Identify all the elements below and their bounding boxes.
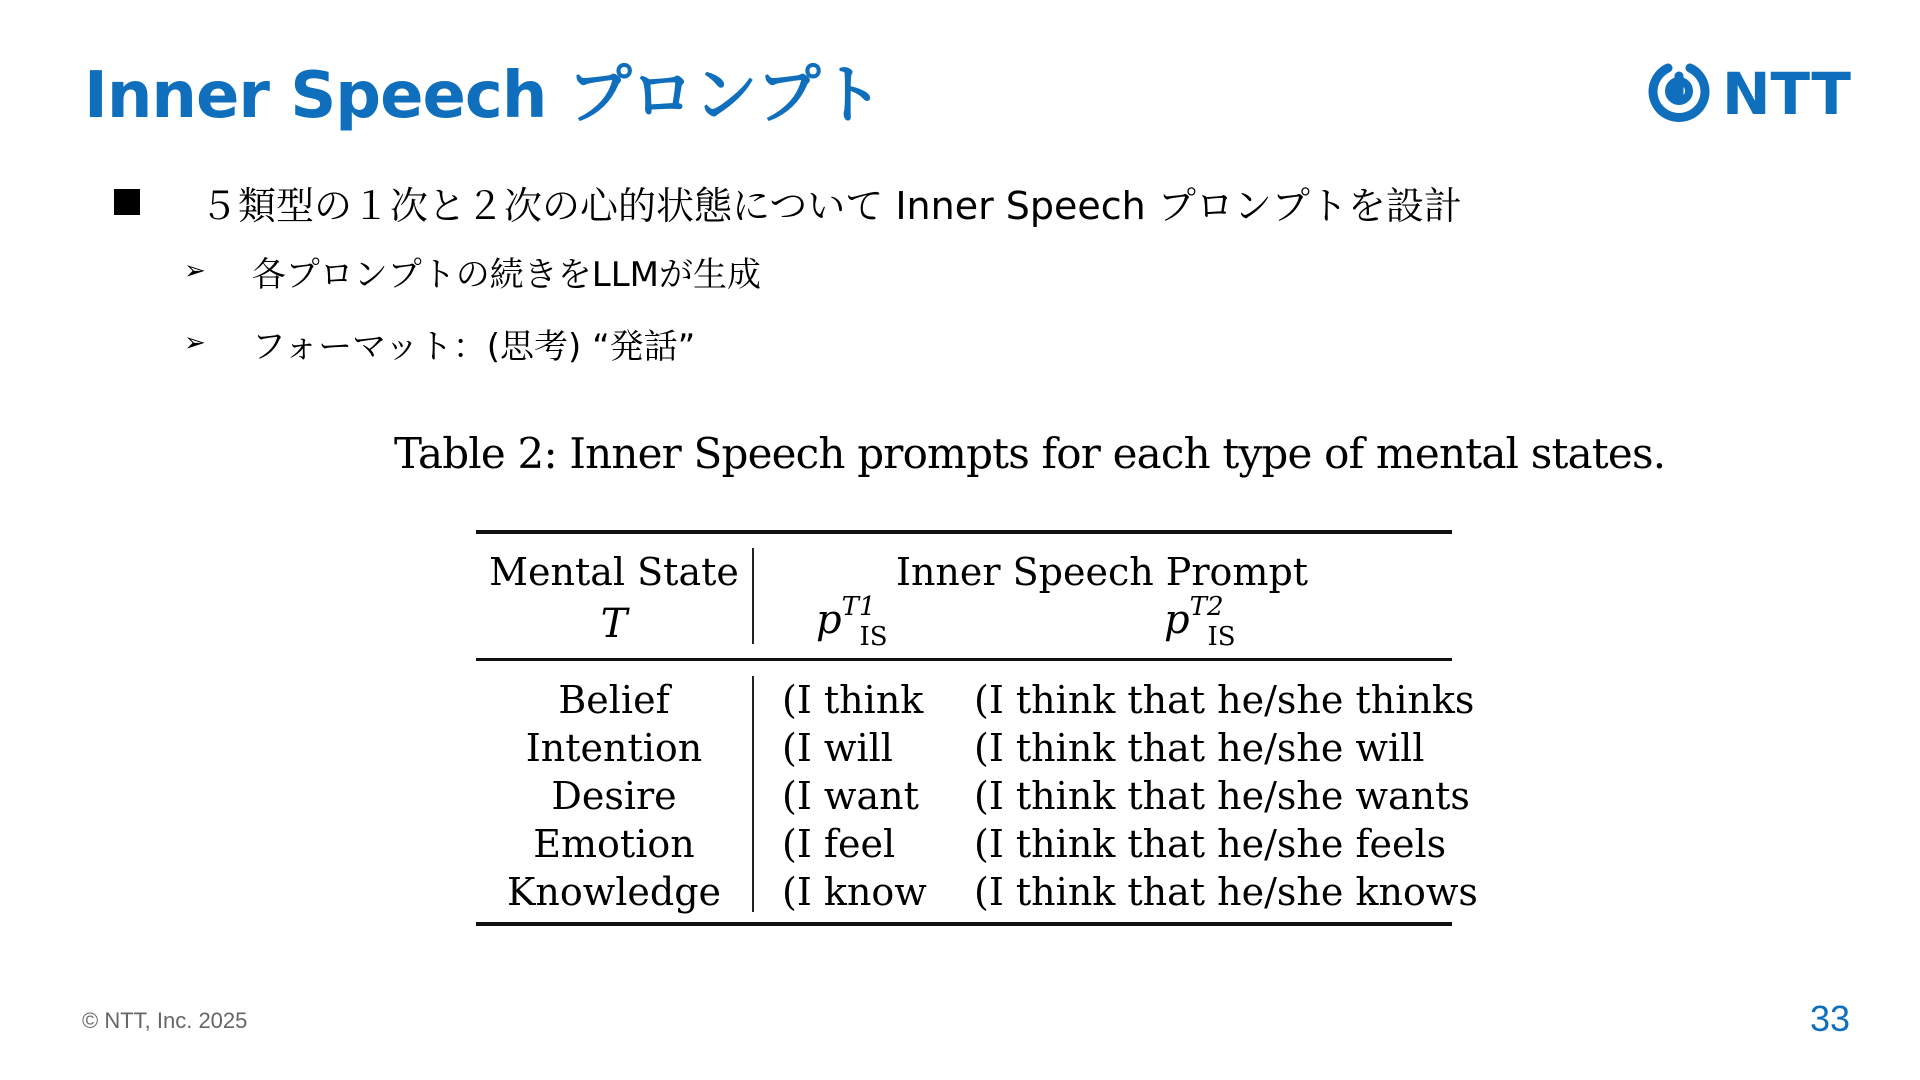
- prompt-table: [476, 530, 1478, 930]
- mental-state-cell: Intention: [525, 726, 703, 770]
- symbol-base: p: [816, 597, 842, 643]
- symbol-subscript: IS: [859, 622, 888, 652]
- second-order-prompt-cell: (I think that he/she feels: [974, 822, 1447, 866]
- square-bullet-icon: [114, 189, 140, 215]
- first-order-prompt-cell: (I want: [782, 774, 919, 818]
- bullet-text: ５類型の１次と２次の心的状態について Inner Speech プロンプトを設計: [200, 183, 1462, 228]
- copyright-notice: © NTT, Inc. 2025: [82, 1008, 248, 1033]
- second-order-prompt-cell: (I think that he/she thinks: [974, 678, 1475, 722]
- header-mental-state: Mental State: [489, 550, 739, 594]
- mental-state-column: [476, 676, 752, 916]
- sub-bullet-item: [184, 320, 695, 366]
- symbol-subscript: IS: [1207, 622, 1236, 652]
- slide-title: Inner Speech プロンプト: [84, 59, 883, 133]
- sub-bullet-item: [184, 248, 761, 294]
- arrow-bullet-icon: ➢: [184, 256, 206, 286]
- table-bottom-rule: [476, 922, 1452, 926]
- header-inner-speech-prompt: Inner Speech Prompt: [895, 550, 1309, 594]
- symbol-base: p: [1164, 597, 1190, 643]
- first-order-prompt-cell: (I feel: [782, 822, 896, 866]
- first-order-prompt-cell: (I will: [782, 726, 893, 770]
- second-order-prompt-cell: (I think that he/she will: [974, 726, 1425, 770]
- page-number: 33: [1809, 998, 1850, 1039]
- mental-state-cell: Belief: [558, 678, 670, 722]
- mental-state-cell: Desire: [551, 774, 677, 818]
- header-first-order-symbol: [816, 592, 888, 652]
- second-order-prompt-cell: (I think that he/she wants: [974, 774, 1470, 818]
- bullet-item: [114, 176, 1462, 228]
- second-order-prompt-cell: (I think that he/she knows: [974, 870, 1478, 914]
- table-top-rule: [476, 530, 1452, 534]
- symbol-superscript: T2: [1189, 592, 1224, 622]
- symbol-superscript: T1: [841, 592, 876, 622]
- arrow-bullet-icon: ➢: [184, 328, 206, 358]
- table-header-rule: [476, 658, 1452, 661]
- second-order-prompt-column: [974, 676, 1478, 916]
- first-order-prompt-cell: (I know: [782, 870, 927, 914]
- logo-wordmark: NTT: [1722, 60, 1851, 124]
- sub-bullet-text: 各プロンプトの続きをLLMが生成: [251, 254, 762, 295]
- first-order-prompt-cell: (I think: [782, 678, 924, 722]
- ntt-logo: [1646, 58, 1858, 124]
- sub-bullet-text: フォーマット：(思考) “発話”: [251, 326, 696, 367]
- header-state-symbol: T: [600, 601, 628, 647]
- mental-state-cell: Emotion: [533, 822, 695, 866]
- header-second-order-symbol: [1164, 592, 1236, 652]
- table-divider: [752, 676, 754, 912]
- table-caption: Table 2: Inner Speech prompts for each type of mental states.: [394, 429, 1666, 478]
- mental-state-cell: Knowledge: [506, 870, 722, 914]
- first-order-prompt-column: [782, 676, 927, 916]
